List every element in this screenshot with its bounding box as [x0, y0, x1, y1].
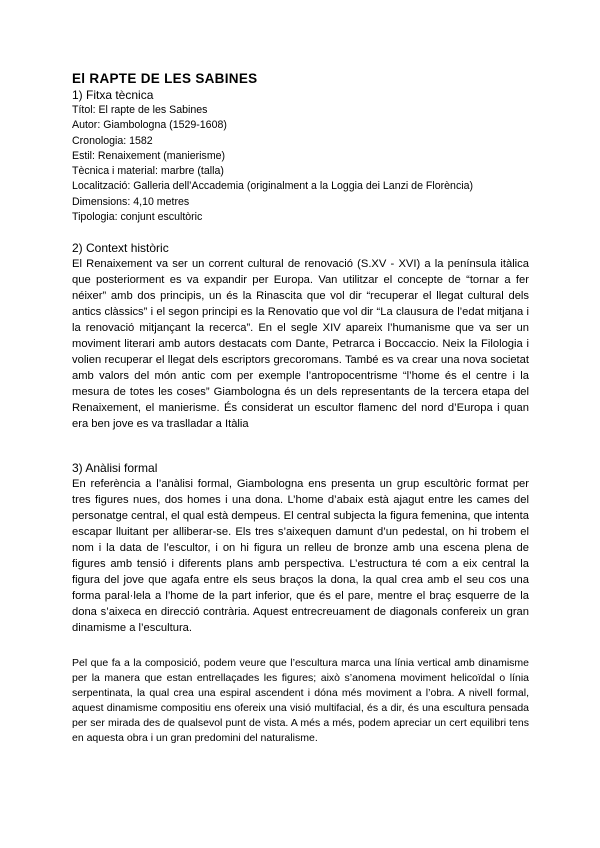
- section-heading-analisi: 3) Anàlisi formal: [72, 461, 158, 476]
- fitxa-line: Dimensions: 4,10 metres: [72, 195, 190, 208]
- analisi-paragraph: En referència a l’anàlisi formal, Giambologna ens presenta un grup escultòric format per tres figures nues, dos homes i una dona. L’home d’abaix està ajagut entre les cames del personatge central, el qual està dempeus. El central subjecta la figura femenina, que intenta escapar lluitant per alliberar-se. Els tres s’aixequen damunt d’un pedestal, on hi trobem el nom i la data de l’escultor, i on hi figura un relleu de bronze amb una escena plena de figures amb tensió i diferents plans amb perspectiva. L’estructura té com a eix central la figura del jove que agafa entre els seus braços la dona, la qual crea amb el seu cos una forma paral·lela a l’home de la part inferior, que és el pare, mentre el braç esquerre de la dona s’aixeca en direcció contrària. Aquest entrecreuament de diagonals confereix un gran dinamisme a l’escultura.: [72, 478, 529, 635]
- document-page: [72, 70, 529, 746]
- fitxa-line: Autor: Giambologna (1529-1608): [72, 119, 227, 132]
- analisi-paragraph-composicio: Pel que fa a la composició, podem veure que l’escultura marca una línia vertical amb dinamisme per la manera que estan entrellaçades les figures; això s’anomena moviment helicoïdal o línia serpentinata, la qual crea una espiral ascendent i dóna més moviment a l’obra. A nivell formal, aquest dinamisme compositiu ens ofereix una visió multifacial, és a dir, és una escultura pensada per ser mirada des de qualsevol punt de vista. A més a més, podem apreciar un cert equilibri tens en aquesta obra i un gran predomini del naturalisme.: [72, 657, 529, 745]
- fitxa-line: Cronologia: 1582: [72, 134, 153, 147]
- context-paragraph: El Renaixement va ser un corrent cultural de renovació (S.XV - XVI) a la península itàlica que posteriorment es va expandir per Europa. Van utilitzar el concepte de “tornar a fer néixer” amb dos principis, un és la Rinascita que vol dir “recuperar el llegat cultural dels antics clàssics” i el segon principi es la Renovatio que vol dir “La clausura de l’edat mitjana i la renovació mitjançant la recerca”. En el segle XIV apareix l’humanisme que va ser un moviment literari amb autors destacats com Dante, Petrarca i Boccaccio. Neix la Filologia i volien recuperar el llegat dels escriptors grecoromans. També es va crear una nova societat amb valors del món antic com per exemple l’antropocentrisme “l’home és el centre i la mesura de totes les coses” Giambologna és un dels representants de la tercera etapa del Renaixement, el manierisme. És considerat un escultor flamenc del nord d’Europa i quan era ben jove es va traslladar a Itàlia: [72, 258, 529, 431]
- section-heading-fitxa: 1) Fitxa tècnica: [72, 88, 154, 102]
- fitxa-line: Estil: Renaixement (manierisme): [72, 149, 226, 162]
- section-analisi: [72, 460, 529, 746]
- section-context: [72, 240, 529, 432]
- fitxa-line: Localització: Galleria dell’Accademia (originalment a la Loggia dei Lanzi de Florència): [72, 180, 474, 193]
- page-title: El RAPTE DE LES SABINES: [72, 71, 258, 86]
- fitxa-line: Tècnica i material: marbre (talla): [72, 165, 224, 178]
- section-heading-context: 2) Context històric: [72, 241, 169, 256]
- fitxa-line: Tipologia: conjunt escultòric: [72, 211, 203, 224]
- section-fitxa: [72, 87, 529, 225]
- fitxa-line: Títol: El rapte de les Sabines: [72, 104, 208, 116]
